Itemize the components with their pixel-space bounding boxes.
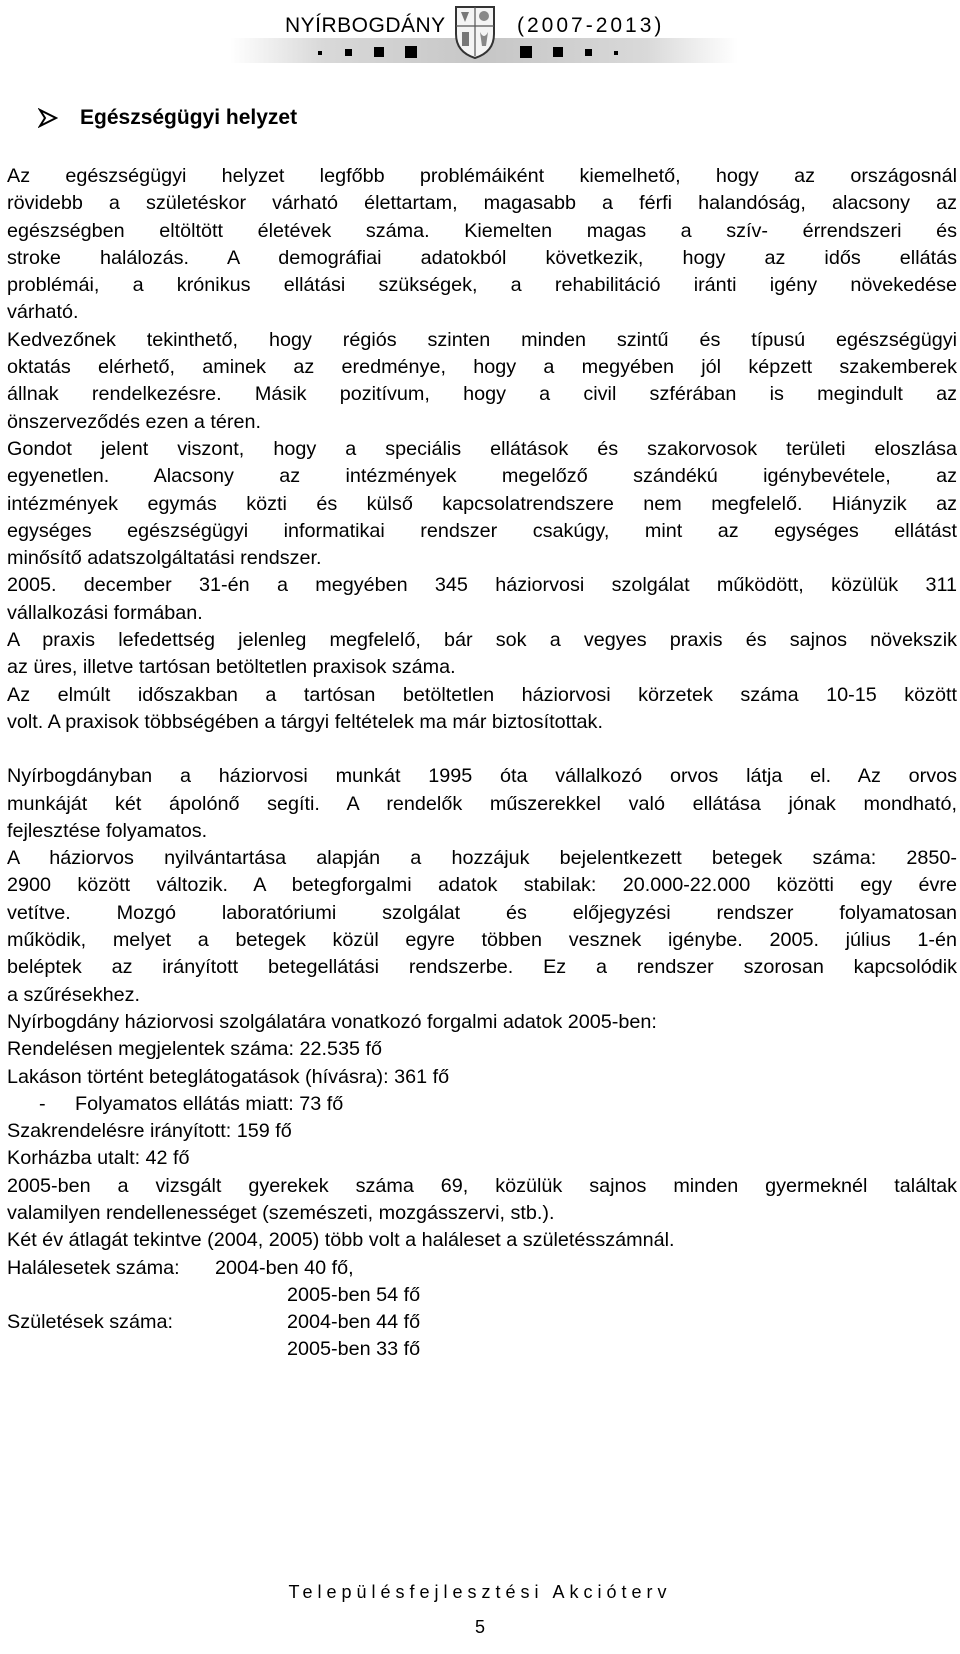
header-town: NYÍRBOGDÁNY bbox=[285, 14, 446, 37]
spacer bbox=[7, 736, 957, 763]
header-dot bbox=[614, 51, 618, 55]
text-line: vállalkozási formában. bbox=[7, 601, 203, 624]
births-label: Születések száma: bbox=[7, 1311, 174, 1334]
text-line: a szűrésekhez. bbox=[7, 983, 141, 1006]
text-line: Nyírbogdányban a háziorvosi munkát 1995 óta vállalkozó orvos látja el. Az orvos bbox=[7, 765, 957, 788]
deaths-2004: 2004-ben 40 fő, bbox=[215, 1256, 354, 1279]
text-line: problémái, a krónikus ellátási szükségek, a rehabilitáció iránti igény növekedése bbox=[7, 274, 957, 297]
text-line: oktatás elérhető, aminek az eredménye, hogy a megyében jól képzett szakemberek bbox=[7, 356, 957, 379]
text-line: A praxis lefedettség jelenleg megfelelő, bár sok a vegyes praxis és sajnos növekszik bbox=[7, 629, 957, 652]
text-line: Kedvezőnek tekinthető, hogy régiós szinten minden szintű és típusú egészségügyi bbox=[7, 328, 957, 351]
text-line: stroke halálozás. A demográfiai adatokból következik, hogy az idős ellátás bbox=[7, 246, 957, 269]
births-row-2004 bbox=[7, 1309, 957, 1336]
header-square bbox=[345, 49, 352, 56]
births-row-2005 bbox=[7, 1336, 957, 1363]
text-line: 2005. december 31-én a megyében 345 háziorvosi szolgálat működött, közülük 311 bbox=[7, 574, 957, 597]
stat-specialist-referrals: Szakrendelésre irányított: 159 fő bbox=[7, 1120, 292, 1143]
paragraph-practice-coverage bbox=[7, 627, 957, 682]
page-header bbox=[0, 0, 960, 70]
stat-consultations: Rendelésen megjelentek száma: 22.535 fő bbox=[7, 1038, 382, 1061]
header-dot bbox=[318, 51, 322, 55]
deaths-row-2005 bbox=[7, 1282, 957, 1309]
text-line: Az egészségügyi helyzet legfőbb problémáiként kiemelhető, hogy az országosnál bbox=[7, 165, 957, 187]
text-line: volt. A praxisok többségében a tárgyi feltételek ma már biztosítottak. bbox=[7, 710, 603, 733]
stat-home-visits: Lakáson történt beteglátogatások (hívásra): 361 fő bbox=[7, 1065, 450, 1088]
text-line: valamilyen rendellenességet (szemészeti, mozgásszervi, stb.). bbox=[7, 1201, 555, 1224]
paragraph-patient-register bbox=[7, 845, 957, 1009]
header-square bbox=[520, 46, 532, 58]
births-2005: 2005-ben 33 fő bbox=[287, 1338, 421, 1361]
arrow-bullet-icon bbox=[38, 108, 58, 128]
footer-title: Településfejlesztési Akcióterv bbox=[288, 1582, 672, 1602]
section-title: Egészségügyi helyzet bbox=[80, 106, 298, 129]
header-square bbox=[585, 49, 592, 56]
stat-continuous-care bbox=[7, 1091, 957, 1118]
list-dash: - bbox=[39, 1092, 46, 1115]
stat-two-year-note: Két év átlagát tekintve (2004, 2005) több volt a haláleset a születésszámnál. bbox=[7, 1229, 675, 1252]
paragraph-gp-count bbox=[7, 572, 957, 627]
header-square bbox=[405, 46, 417, 58]
text-line: várható. bbox=[7, 301, 79, 324]
header-period: (2007-2013) bbox=[517, 14, 665, 37]
text-line: minősítő adatszolgáltatási rendszer. bbox=[7, 547, 322, 570]
header-square bbox=[374, 47, 384, 57]
text-line: egészségben eltöltött életévek száma. Kiemelten magas a szív- érrendszeri és bbox=[7, 219, 957, 242]
stat-continuous-care-text: Folyamatos ellátás miatt: 73 fő bbox=[75, 1092, 344, 1115]
section-heading bbox=[38, 104, 838, 134]
deaths-label: Halálesetek száma: bbox=[7, 1256, 180, 1279]
text-line: vetítve. Mozgó laboratóriumi szolgálat és előjegyzési rendszer folyamatosan bbox=[7, 901, 957, 924]
stat-hospital-referrals: Korházba utalt: 42 fő bbox=[7, 1147, 190, 1170]
paragraph-vacancies bbox=[7, 682, 957, 737]
text-line: A háziorvos nyilvántartása alapján a hozzájuk bejelentkezett betegek száma: 2850- bbox=[7, 847, 957, 870]
page-body bbox=[7, 163, 957, 1364]
text-line: beléptek az irányított betegellátási rendszerbe. Ez a rendszer szorosan kapcsolódik bbox=[7, 956, 957, 979]
text-line: egységes egészségügyi informatikai rendszer csakúgy, mint az egységes ellátást bbox=[7, 519, 957, 542]
text-line: működik, melyet a betegek közül egyre többen vesznek igénybe. 2005. július 1-én bbox=[7, 929, 957, 952]
text-line: az üres, illetve tartósan betöltetlen praxisok száma. bbox=[7, 656, 456, 679]
text-line: Gondot jelent viszont, hogy a speciális ellátások és szakorvosok területi eloszlása bbox=[7, 437, 957, 460]
page-number: 5 bbox=[474, 1617, 485, 1637]
text-line: Az elmúlt időszakban a tartósan betöltetlen háziorvosi körzetek száma 10-15 között bbox=[7, 683, 957, 706]
text-line: egyenetlen. Alacsony az intézmények megelőző szándékú igénybevétele, az bbox=[7, 465, 957, 488]
text-line: állnak rendelkezésre. Másik pozitívum, hogy a civil szférában is megindult az bbox=[7, 383, 957, 406]
text-line: fejlesztése folyamatos. bbox=[7, 819, 208, 842]
paragraph-positives bbox=[7, 327, 957, 436]
text-line: önszerveződés ezen a téren. bbox=[7, 410, 262, 433]
coat-of-arms-icon bbox=[453, 4, 497, 60]
stats-intro: Nyírbogdány háziorvosi szolgálatára vonatkozó forgalmi adatok 2005-ben: bbox=[7, 1010, 657, 1033]
text-line: rövidebb a születéskor várható élettartam, magasabb a férfi halandóság, alacsony az bbox=[7, 192, 957, 215]
text-line: munkáját két ápolónő segíti. A rendelők műszerekkel való ellátása jónak mondható, bbox=[7, 792, 957, 815]
paragraph-local-gp bbox=[7, 763, 957, 845]
births-2004: 2004-ben 44 fő bbox=[287, 1311, 421, 1334]
deaths-2005: 2005-ben 54 fő bbox=[287, 1283, 421, 1306]
text-line: 2005-ben a vizsgált gyerekek száma 69, közülük sajnos minden gyermeknél találtak bbox=[7, 1174, 957, 1197]
paragraph-concerns bbox=[7, 436, 957, 572]
header-square bbox=[553, 47, 563, 57]
traffic-stats bbox=[7, 1009, 957, 1364]
text-line: intézmények egymás közti és külső kapcsolatrendszere nem megfelelő. Hiányzik az bbox=[7, 492, 957, 515]
text-line: 2900 között változik. A betegforgalmi adatok stabilak: 20.000-22.000 közötti egy évre bbox=[7, 874, 957, 897]
paragraph-problems bbox=[7, 163, 957, 327]
deaths-row-2004 bbox=[7, 1255, 957, 1282]
